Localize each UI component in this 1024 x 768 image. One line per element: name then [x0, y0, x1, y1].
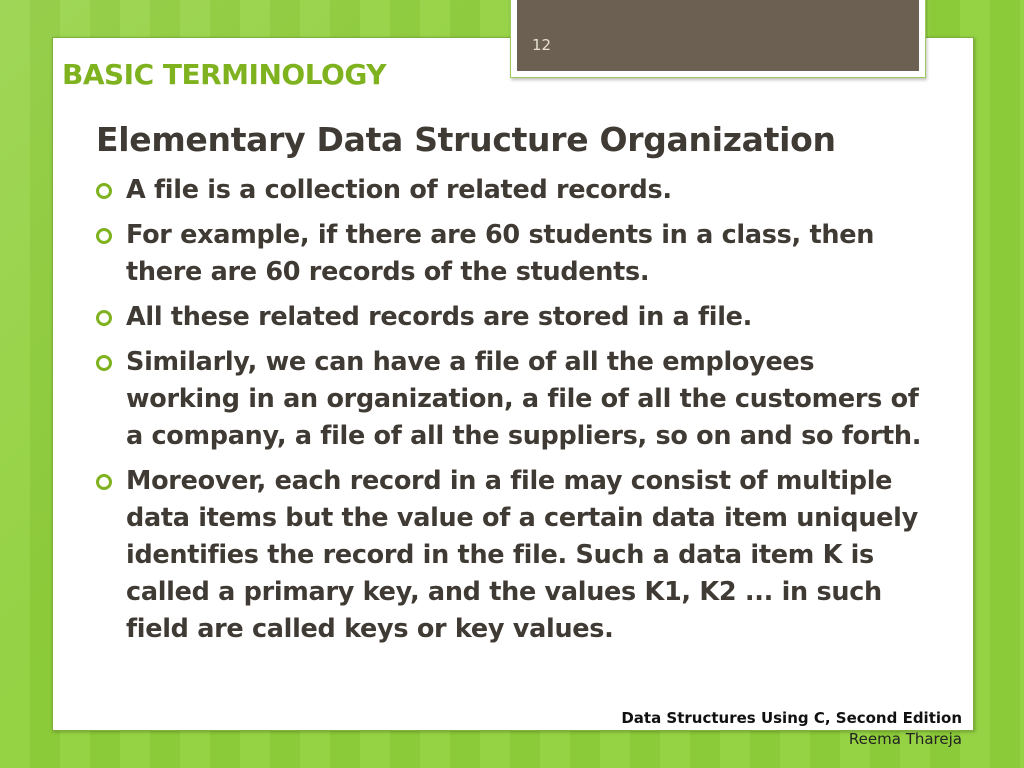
bullet-list	[96, 172, 936, 656]
bullet-text: For example, if there are 60 students in a class, then there are 60 records of the students.	[126, 220, 875, 287]
bullet-item	[96, 344, 936, 455]
ring-bullet-icon	[96, 183, 112, 199]
slide-number-tab-fill	[517, 0, 919, 71]
ring-bullet-icon	[96, 355, 112, 371]
footer-book-title: Data Structures Using C, Second Edition	[621, 709, 962, 727]
bullet-text: All these related records are stored in a file.	[126, 302, 753, 332]
slide-number: 12	[532, 36, 552, 54]
slide-number-tab	[510, 0, 926, 78]
bullet-text: Similarly, we can have a file of all the employees working in an organization, a file of all the customers of a company, a file of all the suppliers, so on and so forth.	[126, 347, 922, 451]
bullet-item	[96, 172, 936, 209]
bullet-item	[96, 463, 936, 648]
bullet-item	[96, 217, 936, 291]
ring-bullet-icon	[96, 228, 112, 244]
bullet-text: A file is a collection of related records.	[126, 175, 672, 205]
ring-bullet-icon	[96, 310, 112, 326]
bullet-item	[96, 299, 936, 336]
slide-title: Elementary Data Structure Organization	[96, 120, 836, 159]
section-heading: BASIC TERMINOLOGY	[62, 58, 386, 91]
ring-bullet-icon	[96, 474, 112, 490]
bullet-text: Moreover, each record in a file may consist of multiple data items but the value of a certain data item uniquely identifies the record in the file. Such a data item K is called a primary key, and the values K1, K2 ... in such field are called keys or key values.	[126, 466, 918, 644]
footer-author: Reema Thareja	[848, 730, 962, 748]
